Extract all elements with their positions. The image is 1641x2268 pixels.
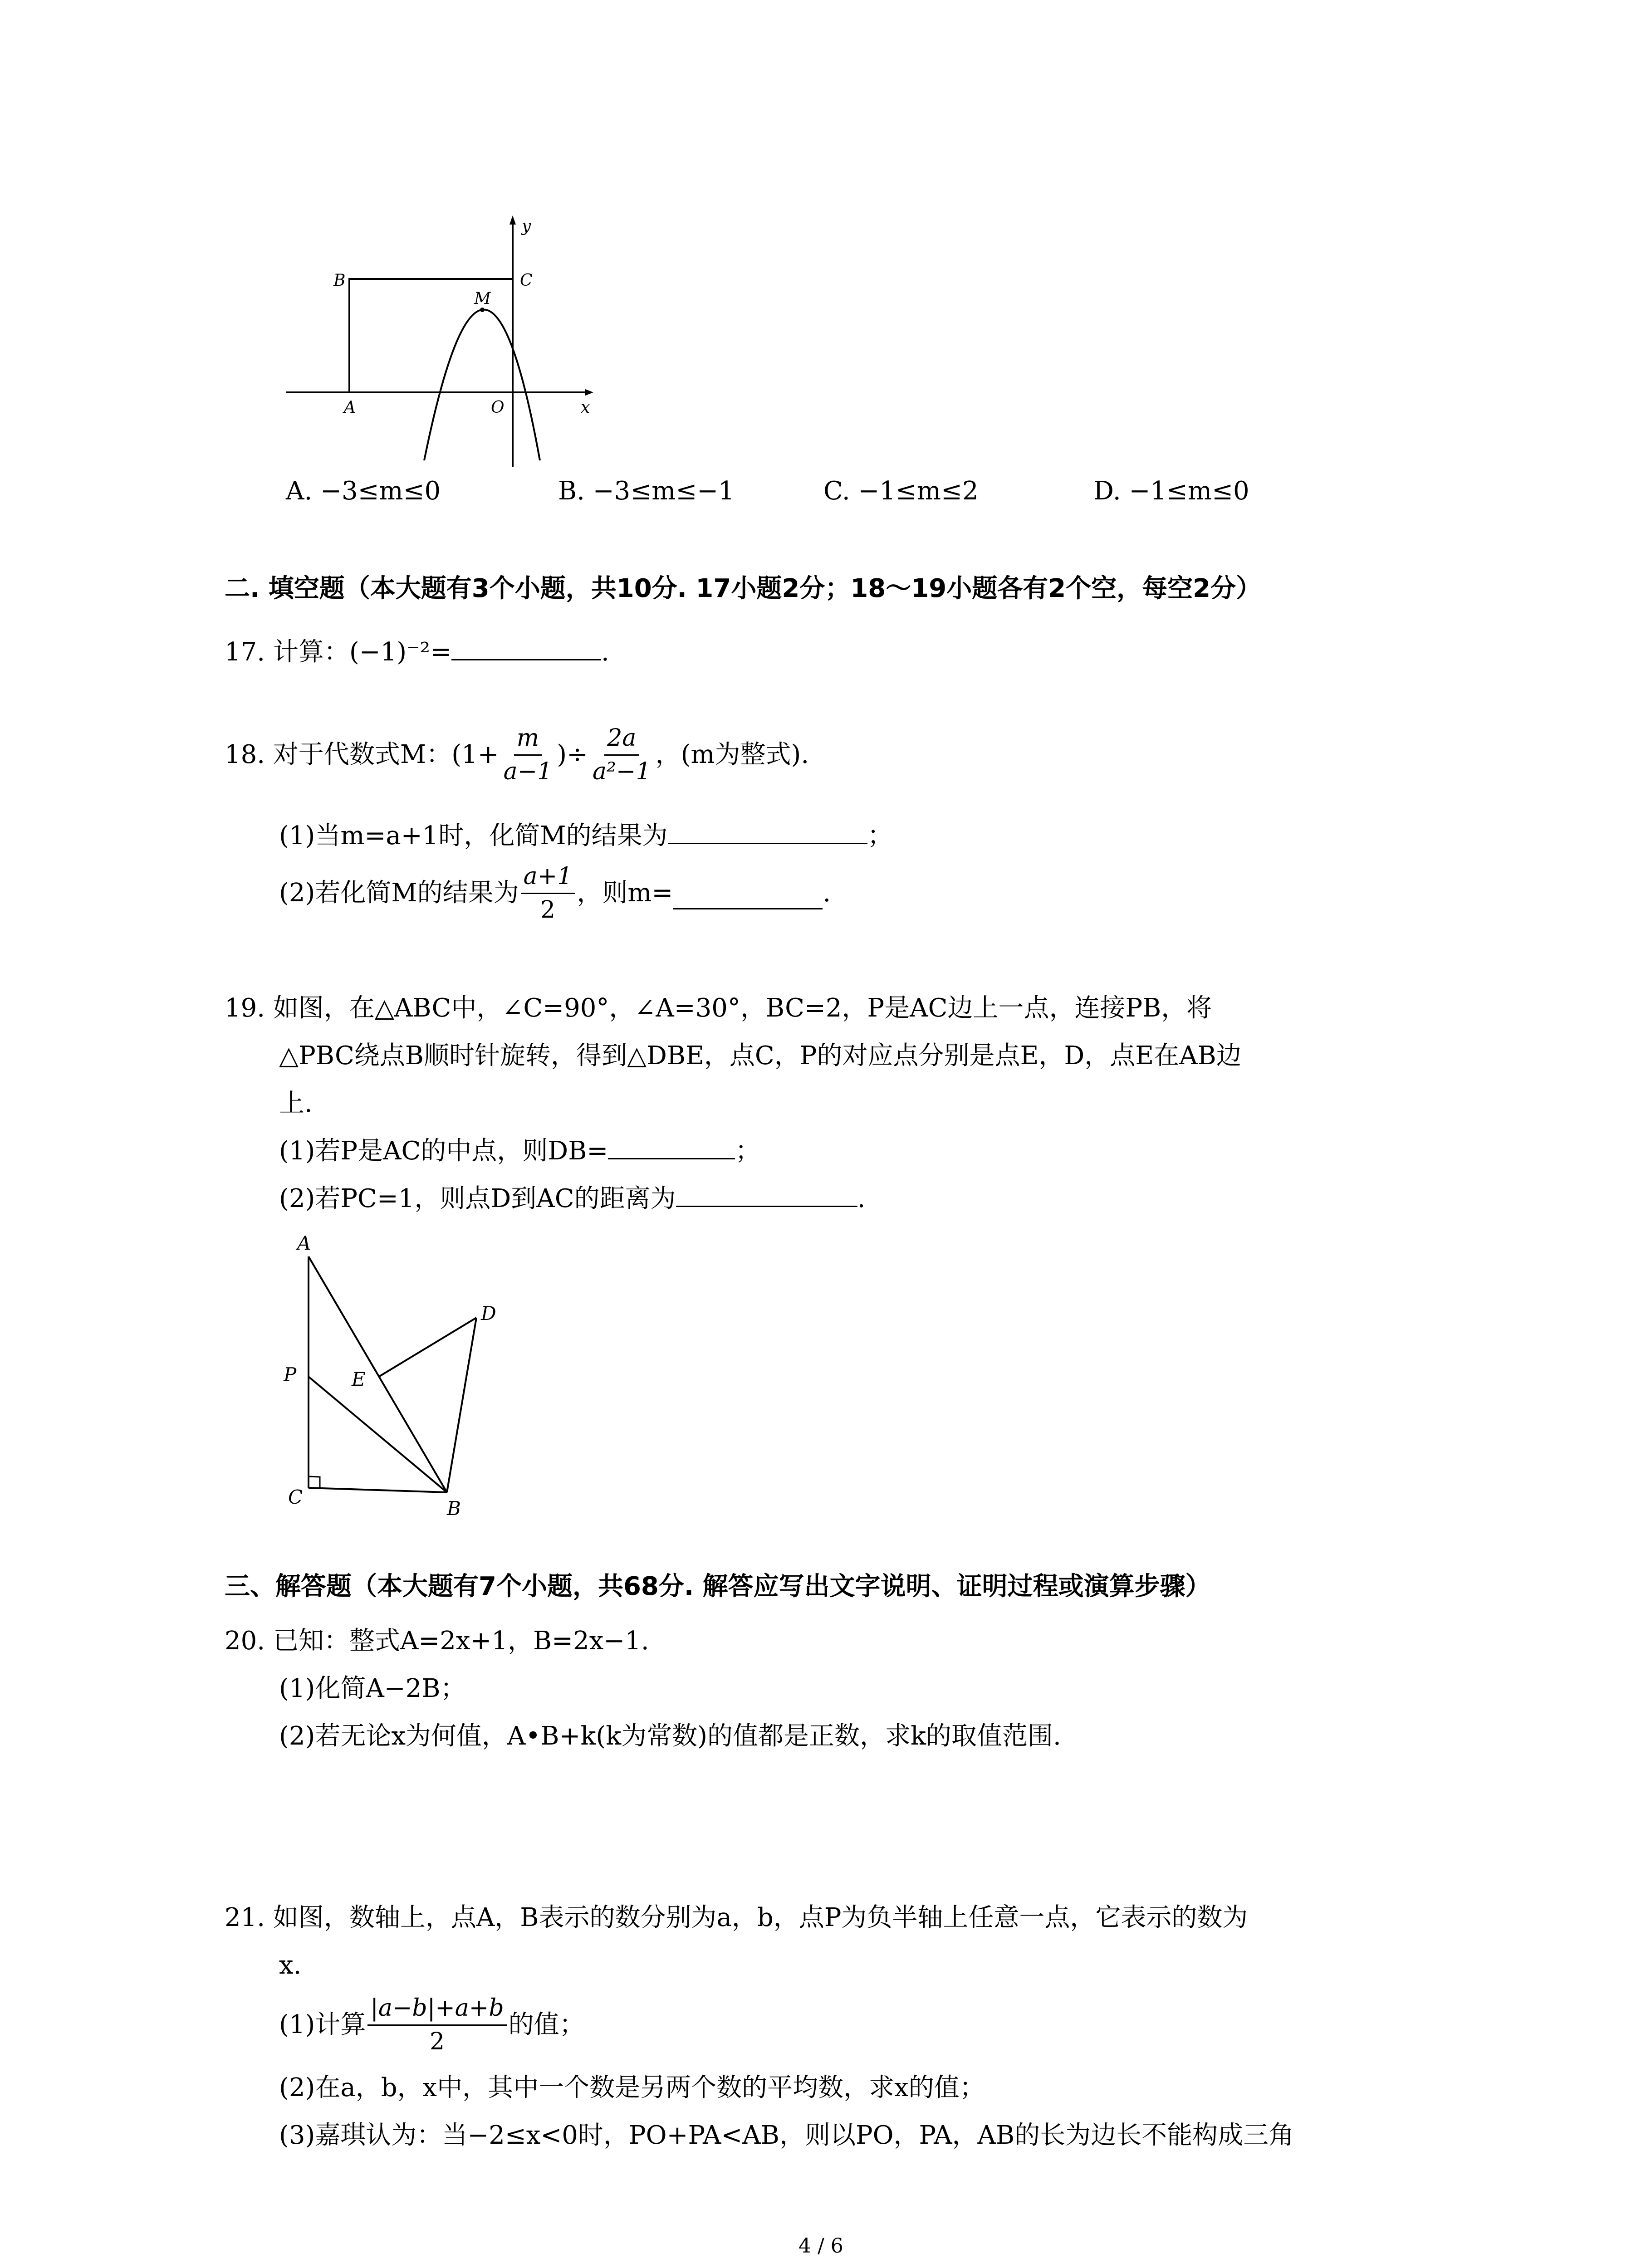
y-axis-arrow xyxy=(509,215,516,225)
q21-part1 xyxy=(279,1996,585,2054)
q21-part1-prefix: (1)计算 xyxy=(279,2010,366,2040)
label-B: B xyxy=(333,271,346,290)
page-number: 4 / 6 xyxy=(798,2234,843,2258)
q18-part2-blank xyxy=(673,904,823,909)
q19-line1: 19. 如图，在△ABC中，∠C=90°，∠A=30°，BC=2，P是AC边上一点，连接PB，将 xyxy=(225,993,1212,1023)
q18-frac2-num: 2a xyxy=(604,726,639,756)
q18-fraction-2 xyxy=(590,726,654,784)
q21-part2: (2)在a，b，x中，其中一个数是另两个数的平均数，求x的值； xyxy=(279,2073,985,2102)
q20-line1: 20. 已知：整式A=2x+1，B=2x−1. xyxy=(225,1626,649,1656)
q19-line2: △PBC绕点B顺时针旋转，得到△DBE，点C，P的对应点分别是点E，D，点E在AB边 xyxy=(279,1041,1242,1070)
q19-line3: 上. xyxy=(279,1089,313,1118)
choice-d: D. −1≤m≤0 xyxy=(1093,476,1249,506)
q18-stem xyxy=(225,726,809,784)
q21-p1-frac-den: 2 xyxy=(429,2028,445,2055)
q20-part1: (1)化简A−2B； xyxy=(279,1674,466,1703)
q21-part1-suffix: 的值； xyxy=(508,2010,585,2040)
q18-mid: )÷ xyxy=(557,740,588,770)
right-angle-mark xyxy=(309,1476,320,1488)
q17-end: . xyxy=(601,637,609,667)
segment-db xyxy=(447,1318,476,1492)
figure-parabola-graph xyxy=(268,213,612,467)
q18-part2-fraction xyxy=(521,864,575,922)
choice-b: B. −3≤m≤−1 xyxy=(558,476,735,506)
choice-a: A. −3≤m≤0 xyxy=(286,476,441,506)
q18-p2-frac-num: a+1 xyxy=(521,864,575,894)
q18-suffix: ，(m为整式). xyxy=(655,740,809,770)
label-C: C xyxy=(288,1486,303,1508)
q19-part2-text: (2)若PC=1，则点D到AC的距离为 xyxy=(279,1184,676,1213)
segment-pb xyxy=(309,1377,447,1492)
q17-answer-blank xyxy=(451,655,601,660)
q17 xyxy=(225,637,609,667)
segment-ed xyxy=(379,1318,476,1377)
q18-p2-frac-den: 2 xyxy=(540,896,556,924)
q18-part2-prefix: (2)若化简M的结果为 xyxy=(279,878,519,908)
label-P: P xyxy=(284,1364,297,1386)
side-cb xyxy=(309,1488,447,1492)
q19-part2-end: . xyxy=(857,1184,866,1213)
q18-part1-end: ； xyxy=(867,821,893,850)
label-A: A xyxy=(297,1232,311,1254)
section3-title: 三、解答题（本大题有7个小题，共68分. 解答应写出文字说明、证明过程或演算步骤） xyxy=(225,1572,1211,1601)
q19-part1 xyxy=(279,1136,761,1166)
q19-part1-text: (1)若P是AC的中点，则DB= xyxy=(279,1136,608,1166)
q18-frac1-den: a−1 xyxy=(503,758,553,785)
q21-part1-fraction xyxy=(367,1996,506,2054)
label-M: M xyxy=(474,289,491,308)
q21-line1: 21. 如图，数轴上，点A，B表示的数分别为a，b，点P为负半轴上任意一点，它表示的数为 xyxy=(225,1903,1248,1932)
q21-line2: x. xyxy=(279,1950,302,1980)
label-B: B xyxy=(447,1497,461,1520)
x-axis-arrow xyxy=(585,389,593,396)
label-O: O xyxy=(491,398,505,417)
label-C: C xyxy=(520,271,533,290)
label-A: A xyxy=(344,398,356,417)
q18-part1-blank xyxy=(668,839,867,844)
vertex-m-point xyxy=(480,308,485,312)
q18-frac1-num: m xyxy=(514,726,542,756)
figure-triangle xyxy=(277,1229,513,1524)
section2-title: 二. 填空题（本大题有3个小题，共10分. 17小题2分；18～19小题各有2个空，每空2分） xyxy=(225,574,1262,603)
q18-part1-text: (1)当m=a+1时，化简M的结果为 xyxy=(279,821,668,850)
q18-prefix: 18. 对于代数式M：(1+ xyxy=(225,740,499,770)
q21-part3: (3)嘉琪认为：当−2≤x<0时，PO+PA<AB，则以PO，PA，AB的长为边长不能构成三角 xyxy=(279,2121,1294,2150)
q18-fraction-1 xyxy=(501,726,555,784)
q19-part2-blank xyxy=(676,1202,857,1207)
q20-part2: (2)若无论x为何值，A•B+k(k为常数)的值都是正数，求k的取值范围. xyxy=(279,1721,1061,1751)
label-D: D xyxy=(481,1302,496,1325)
q18-frac2-den: a²−1 xyxy=(593,758,651,785)
q17-text: 17. 计算：(−1)⁻²= xyxy=(225,637,452,667)
q19-part2 xyxy=(279,1186,865,1212)
side-ab xyxy=(309,1256,447,1492)
choice-c: C. −1≤m≤2 xyxy=(823,476,979,506)
label-x: x xyxy=(581,398,590,417)
q18-part2-suffix: ，则m= xyxy=(577,878,673,908)
q18-part1 xyxy=(279,823,893,849)
q18-part2 xyxy=(279,864,831,922)
q19-part1-blank xyxy=(608,1154,735,1159)
q21-p1-frac-num: |a−b|+a+b xyxy=(367,1996,506,2026)
q19-part1-end: ； xyxy=(735,1136,761,1166)
label-y: y xyxy=(522,217,531,235)
label-E: E xyxy=(352,1368,366,1390)
q18-part2-end: . xyxy=(823,878,831,908)
parabola-curve xyxy=(424,310,540,461)
